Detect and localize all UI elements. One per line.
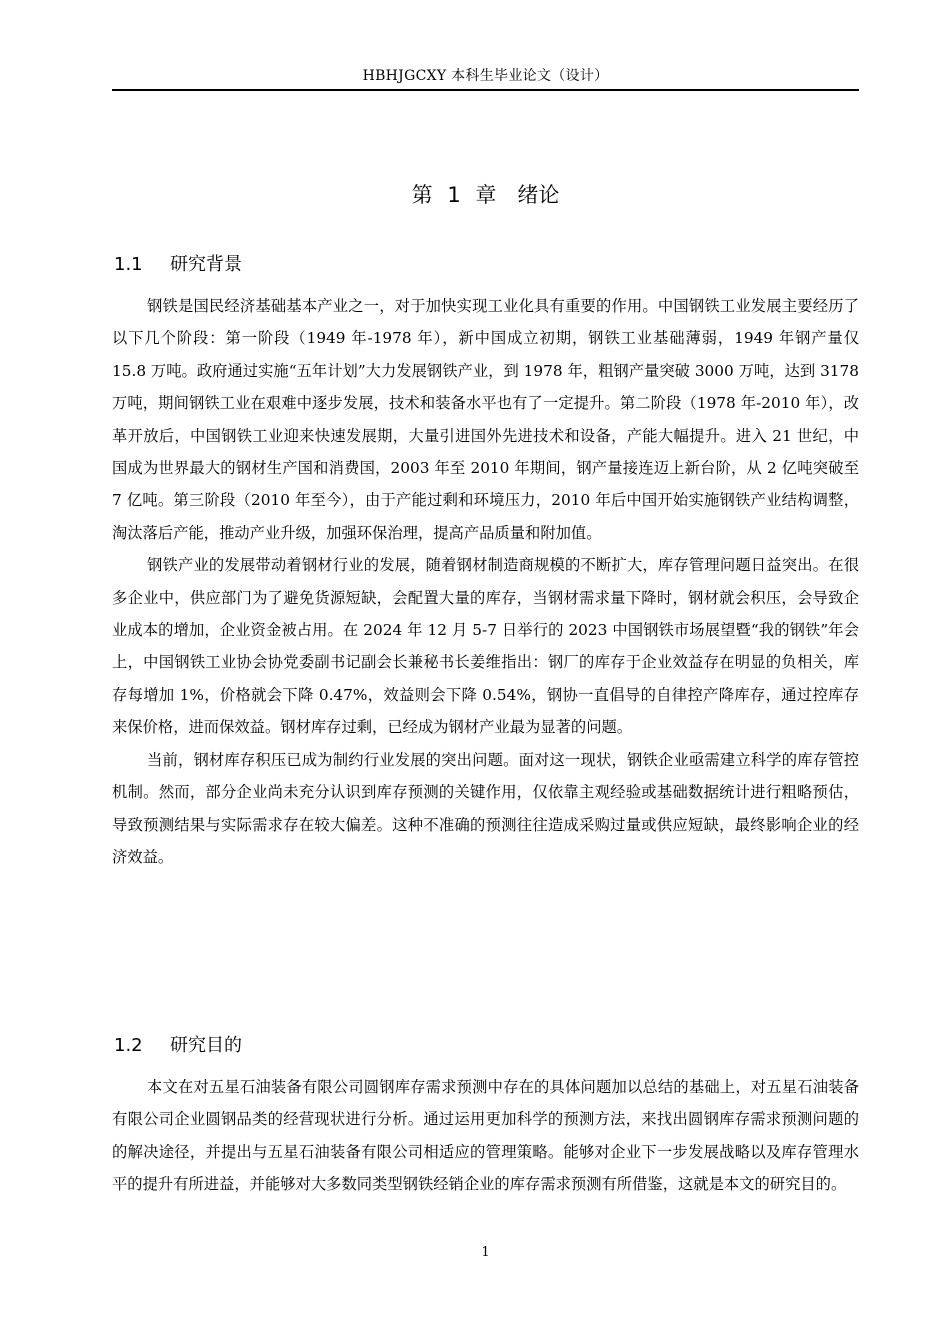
- section-number: 1.1: [114, 254, 143, 275]
- running-header: HBHJGCXY 本科生毕业论文（设计）: [362, 68, 609, 84]
- section-number: 1.2: [114, 1035, 143, 1056]
- body-paragraph: 本文在对五星石油装备有限公司圆钢库存需求预测中存在的具体问题加以总结的基础上，对五星石油装备有限公司企业圆钢品类的经营现状进行分析。通过运用更加科学的预测方法，来找出圆钢库存需求预测问题的的解决途径，并提出与五星石油装备有限公司相适应的管理策略。能够对企业下一步发展战略以及库存管理水平的提升有所进益，并能够对大多数同类型钢铁经销企业的库存需求预测有所借鉴，这就是本文的研究目的。: [112, 1078, 859, 1194]
- body-paragraph: 钢铁产业的发展带动着钢材行业的发展，随着钢材制造商规模的不断扩大，库存管理问题日益突出。在很多企业中，供应部门为了避免货源短缺，会配置大量的库存，当钢材需求量下降时，钢材就会积压，会导致企业成本的增加，企业资金被占用。在 2024 年 12 月 5-7 日举行的 2023 中国钢铁市场展望暨“我的钢铁”年会上，中国钢铁工业协会协党委副书记副会长兼秘书长姜维指出：钢厂的库存于企业效益存在明显的负相关，库存每增加 1%，价格就会下降 0.47%，效益则会下降 0.54%，钢协一直倡导的自律控产降库存，通过控库存来保价格，进而保效益。钢材库存过剩，已经成为钢材产业最为显著的问题。: [112, 556, 859, 737]
- section-title: 研究目的: [170, 1035, 242, 1056]
- header-rule: [112, 89, 859, 91]
- section-heading-1-1: [114, 252, 859, 278]
- section-body-1-1: [112, 290, 859, 873]
- body-paragraph: 当前，钢材库存积压已成为制约行业发展的突出问题。面对这一现状，钢铁企业亟需建立科学的库存管控机制。然而，部分企业尚未充分认识到库存预测的关键作用，仅依靠主观经验或基础数据统计进行粗略预估，导致预测结果与实际需求存在较大偏差。这种不准确的预测往往造成采购过量或供应短缺，最终影响企业的经济效益。: [112, 750, 859, 866]
- body-paragraph: 钢铁是国民经济基础基本产业之一，对于加快实现工业化具有重要的作用。中国钢铁工业发展主要经历了以下几个阶段：第一阶段（1949 年-1978 年），新中国成立初期，钢铁工业基础薄弱，1949 年钢产量仅 15.8 万吨。政府通过实施“五年计划”大力发展钢铁产业，到 1978 年，粗钢产量突破 3000 万吨，达到 3178 万吨，期间钢铁工业在艰难中逐步发展，技术和装备水平也有了一定提升。第二阶段（1978 年-2010 年），改革开放后，中国钢铁工业迎来快速发展期，大量引进国外先进技术和设备，产能大幅提升。进入 21 世纪，中国成为世界最大的钢材生产国和消费国，2003 年至 2010 年期间，钢产量接连迈上新台阶，从 2 亿吨突破至 7 亿吨。第三阶段（2010 年至今），由于产能过剩和环境压力，2010 年后中国开始实施钢铁产业结构调整，淘汰落后产能，推动产业升级，加强环保治理，提高产品质量和附加值。: [112, 297, 859, 542]
- section-title: 研究背景: [170, 254, 242, 275]
- section-heading-1-2: [114, 1033, 859, 1059]
- section-body-1-2: [112, 1071, 859, 1201]
- chapter-title: 第 1 章 绪论: [411, 183, 560, 207]
- page-number: 1: [481, 1245, 490, 1260]
